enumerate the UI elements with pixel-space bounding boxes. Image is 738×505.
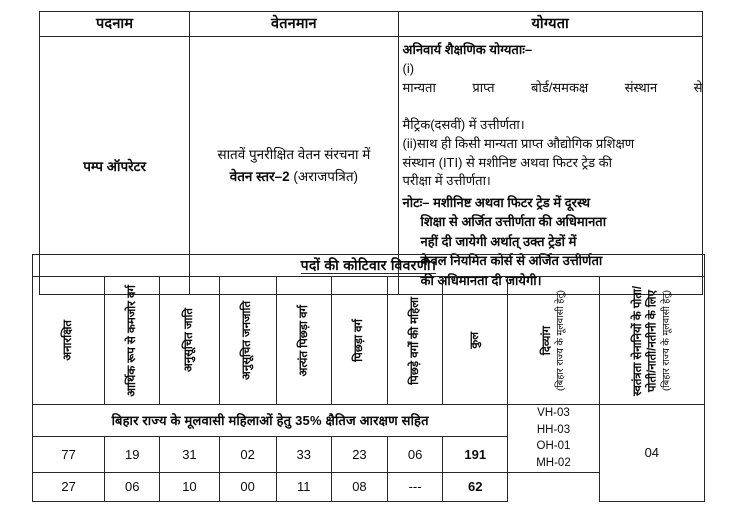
row2-bc-women: --- [388,472,443,501]
qualification-note-line-5: की अधिमानता दी जायेगी। [420,272,542,288]
cell-post-name: पम्प ऑपरेटर [40,37,190,295]
row1-unreserved: 77 [33,436,105,472]
header-payscale: वेतनमान [190,12,398,37]
row2-total: 62 [443,472,508,501]
section-title: पदों की कोटिवार विवरणी। [33,255,705,277]
col-header-freedom-fighter: स्वतंत्रता सेनानियों के पोता/पोती/नाती/नतीनी के लिए (बिहार राज्य के मूलवासी हेतु) [599,277,704,405]
row2-bc: 08 [331,472,387,501]
qualification-item-2-line-2: संस्थान (ITI) से मशीनिष्ट अथवा फिटर ट्रेड की [402,154,613,170]
qualification-note-line-4: केवल नियमित कोर्स से अर्जित उत्तीर्णता [420,253,603,269]
vertical-header-row [33,277,705,405]
qualification-item-1-marker: (i) [402,61,415,77]
reservation-note-row [33,405,705,437]
col-subheader-divyang: (बिहार राज्य के मूलवासी हेतु) [555,290,567,391]
row1-sc: 31 [160,436,219,472]
row1-ews: 19 [105,436,160,472]
payscale-line-2 [200,166,387,188]
qualification-item-2-line-1: साथ ही किसी मान्यता प्राप्त औद्योगिक प्रशिक्षण [416,136,635,152]
qualification-item-2-line-3: परीक्षा में उत्तीर्णता। [402,173,491,189]
payscale-suffix: (अराजपत्रित) [293,168,359,184]
divyang-breakup-cell [508,405,599,473]
divyang-oh: OH-01 [536,440,571,453]
row2-ebc: 11 [276,472,331,501]
divyang-hh: HH-03 [536,423,571,436]
row2-unreserved: 27 [33,472,105,501]
row2-st: 00 [219,472,276,501]
category-wise-vacancy-table [32,254,705,502]
freedom-fighter-value: 04 [599,405,704,502]
col-header-bc: पिछड़ा वर्ग [331,277,387,405]
payscale-line-1: सातवें पुनरीक्षित वेतन संरचना में [217,146,371,162]
row2-sc: 10 [160,472,219,501]
row1-ebc: 33 [276,436,331,472]
col-header-st: अनुसूचित जनजाति [219,277,276,405]
col-subheader-freedom-fighter: (बिहार राज्य के मूलवासी हेतु) [660,290,672,391]
payscale-level: वेतन स्तर–2 [229,168,290,184]
qualification-item-1-line-2: मैट्रिक(दसवीं) में उत्तीर्णता। [402,116,525,132]
divyang-mh: MH-02 [536,457,571,470]
qualification-item-1 [402,60,703,134]
col-header-unreserved: अनारक्षित [33,277,105,405]
upper-table-header-row [40,12,703,37]
row1-st: 02 [219,436,276,472]
row1-bc-women: 06 [388,436,443,472]
row1-total: 191 [443,436,508,472]
qualification-title: अनिवार्य शैक्षणिक योग्यताः– [402,42,533,57]
qualification-item-2-marker: (ii) [402,136,417,152]
post-details-table [39,11,703,295]
col-header-sc: अनुसूचित जाति [160,277,219,405]
qualification-item-2 [403,135,697,190]
row1-bc: 23 [331,436,387,472]
reservation-note: बिहार राज्य के मूलवासी महिलाओं हेतु 35% क्षैतिज आरक्षण सहित [33,405,508,437]
qualification-note-marker: नोटः– [402,194,430,210]
section-title-row [33,255,705,277]
qualification-item-1-line-1: मान्यता प्राप्त बोर्ड/समकक्ष संस्थान से [402,79,703,95]
divyang-vh: VH-03 [537,407,570,419]
row2-ews: 06 [105,472,160,501]
qualification-note-line-3: नहीं दी जायेगी अर्थात् उक्त ट्रेडों में [420,233,577,249]
col-header-bc-women: पिछड़े वर्गों की महिला [388,277,443,405]
col-header-ebc: अत्यंत पिछड़ा वर्ग [276,277,331,405]
qualification-note-line-2: शिक्षा से अर्जित उत्तीर्णता की अधिमानता [420,214,607,230]
header-qualification: योग्यता [398,12,702,37]
qualification-note-line-1: मशीनिष्ट अथवा फिटर ट्रेड में दूरस्थ [433,194,591,210]
header-post-name: पदनाम [40,12,190,37]
col-header-ews: आर्थिक रूप से कमजोर वर्ग [105,277,160,405]
col-header-divyang: दिव्यांग (बिहार राज्य के मूलवासी हेतु) [508,277,599,405]
col-header-total: कुल [443,277,508,405]
